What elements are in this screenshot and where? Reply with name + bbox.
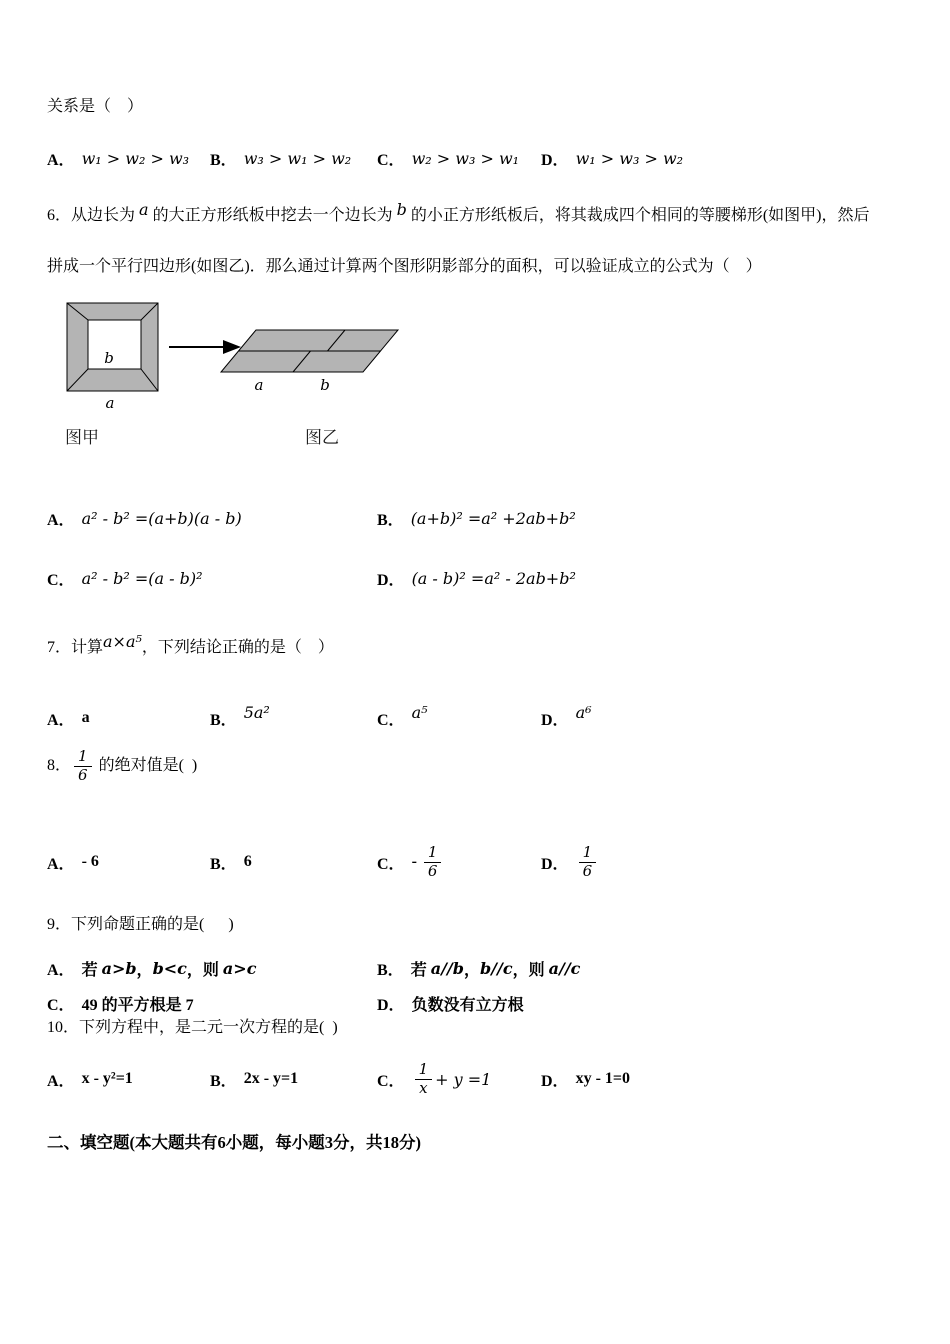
option-value [82,992,194,1015]
q8-stem [47,742,197,790]
arrow-icon [169,340,241,354]
option-label: A． [47,961,75,979]
text-segment: ， [463,961,480,979]
q6-stem-line2: 拼成一个平行四边形(如图乙)．那么通过计算两个图形阴影部分的面积，可以验证成立的公式为（ ） [47,258,762,275]
q5-option-d [541,138,683,178]
frame-outer-side-label: a [105,394,115,412]
option-value [244,853,252,871]
q10-option-b [210,1055,298,1103]
option-label: C． [47,571,75,589]
option-label: D． [541,711,569,729]
text-segment: a [81,709,90,726]
text-segment: a⁶ [575,702,592,722]
option-value [412,992,524,1015]
option-value [576,844,600,880]
frame-inner-side-label: b [104,349,114,367]
option-label: C． [47,996,75,1014]
text-segment: 2x - y=1 [243,1070,299,1087]
q6-option-a [47,498,242,538]
option-label: D． [377,996,405,1014]
text-segment: a⁵ [411,702,428,722]
q6-option-d [377,558,576,598]
q7-option-d [541,698,592,738]
option-value: (a - b)² =a² - 2ab+b² [411,568,576,588]
q9-option-a [47,948,256,988]
q9-options-row-1 [47,948,940,988]
text-segment: xy - 1=0 [575,1070,631,1087]
option-value: (a+b)² =a² +2ab+b² [410,508,576,528]
figure-jia-caption: 图甲 [65,428,99,447]
square-frame-shape [67,303,158,412]
option-value: a² - b² =(a - b)² [81,568,203,588]
fraction: $\frac{1}{6}$ [579,844,597,880]
option-value [576,1070,630,1088]
figure-yi-caption: 图乙 [305,428,339,447]
option-value [411,957,581,980]
text-segment: 6．从边长为 [47,207,140,224]
text-segment: x - y²=1 [81,1070,133,1087]
text-segment: 49 的平方根是 7 [81,996,194,1014]
q7-option-a [47,698,90,738]
text-segment: ，则 [186,961,223,979]
q7-stem [47,632,334,659]
q9-stem: 9．下列命题正确的是( ) [47,916,234,933]
option-value: w₁ > w₃ > w₂ [575,148,684,168]
text-segment: - 6 [81,853,99,870]
option-label: D． [541,855,569,873]
option-value [412,844,445,880]
option-value [82,957,257,980]
option-label: A． [47,511,75,529]
q8-options-row [47,838,940,886]
option-label: B． [210,711,237,729]
text-segment: a>b [101,958,137,978]
option-label: D． [541,1072,569,1090]
fraction: $\frac{1}{6}$ [424,844,442,880]
text-segment: 7．计算 [47,639,104,656]
text-segment: b [396,200,407,219]
option-value [244,1070,298,1088]
fraction: $\frac{1}{6}$ [74,748,92,784]
text-segment: b<c [152,958,187,978]
option-label: D． [377,571,405,589]
q9-option-d [377,983,524,1023]
option-value: w₃ > w₁ > w₂ [243,148,352,168]
text-segment: b//c [479,958,513,978]
q5-option-c [377,138,519,178]
option-value: w₁ > w₂ > w₃ [81,148,190,168]
text-segment: a×a⁵ [103,632,142,651]
option-value [243,702,270,728]
option-value [412,1061,492,1097]
section-2-header: 二、填空题(本大题共有6小题，每小题3分，共18分) [47,1133,421,1152]
q7-option-c [377,698,428,738]
option-label: A． [47,855,75,873]
q10-stem: 10．下列方程中，是二元一次方程的是( ) [47,1019,338,1036]
q10-option-a [47,1055,133,1103]
parallelogram-a-label: a [254,376,264,394]
q6-option-c [47,558,203,598]
option-value: a² - b² =(a+b)(a - b) [81,508,242,528]
option-label: B． [377,961,404,979]
text-segment: 的小正方形纸板后，将其裁成四个相同的等腰梯形(如图甲)，然后 [406,207,870,224]
text-segment: ，下列结论正确的是（ ） [141,639,334,656]
option-label: C． [377,1072,405,1090]
q8-option-a [47,838,99,886]
text-segment: 的大正方形纸板中挖去一个边长为 [148,207,397,224]
q10-option-c [377,1055,491,1103]
option-label: B． [377,511,404,529]
q5-options-row [47,138,940,178]
option-value [82,853,99,871]
fraction: $\frac{1}{x}$ [415,1061,433,1097]
q9-option-c [47,983,194,1023]
parallelogram-b-label: b [320,376,330,394]
option-label: A． [47,151,75,169]
q6-figure [47,298,467,456]
text-segment: a>c [222,958,257,978]
option-value [82,1070,133,1088]
text-segment: 若 [81,961,102,979]
option-label: B． [210,1072,237,1090]
text-segment: - [411,853,421,870]
option-value [575,702,592,728]
option-value [411,702,428,728]
q8-option-d [541,838,599,886]
q8-option-c [377,838,444,886]
q9-options-row-2 [47,983,940,1023]
text-segment: + y =1 [435,1069,492,1089]
q6-option-b [377,498,576,538]
text-segment: ， [136,961,153,979]
q5-option-a [47,138,189,178]
text-segment: a [139,200,149,219]
text-segment: a//b [430,958,464,978]
option-label: A． [47,1072,75,1090]
option-label: D． [541,151,569,169]
q10-option-d [541,1055,630,1103]
q6-options-row-2 [47,558,940,598]
text-segment: a//c [548,958,581,978]
text-segment: 负数没有立方根 [411,996,524,1014]
q6-stem-line1 [47,200,870,227]
text-segment: ，则 [512,961,549,979]
text-segment: 若 [410,961,431,979]
option-label: A． [47,711,75,729]
option-label: C． [377,855,405,873]
parallelogram-shape [221,330,398,394]
text-segment: 8． [47,756,72,774]
text-segment: 5a² [243,702,270,722]
option-label: B． [210,151,237,169]
option-value: w₂ > w₃ > w₁ [411,148,520,168]
q8-option-b [210,838,252,886]
option-label: C． [377,711,405,729]
option-label: B． [210,855,237,873]
q9-option-b [377,948,580,988]
q7-option-b [210,698,270,738]
q5-option-b [210,138,351,178]
q10-options-row [47,1055,940,1103]
option-label: C． [377,151,405,169]
text-segment: 6 [243,853,252,870]
option-value [82,709,90,727]
q6-options-row-1 [47,498,940,538]
text-segment: 的绝对值是( ) [94,756,198,774]
q5-tail-line: 关系是（ ） [47,98,144,115]
q7-options-row [47,698,940,738]
